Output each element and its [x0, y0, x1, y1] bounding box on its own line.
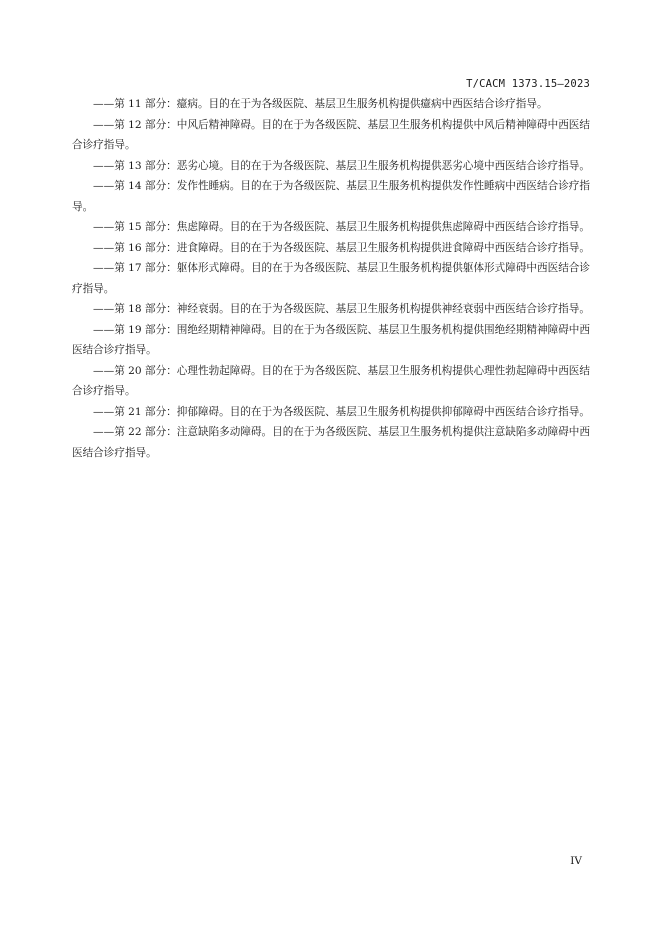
standard-code-header: T/CACM 1373.15—2023: [466, 78, 590, 90]
part-item-12: ——第 12 部分：中风后精神障碍。目的在于为各级医院、基层卫生服务机构提供中风后精神障碍中西医结合诊疗指导。: [72, 118, 590, 151]
part-item-15: ——第 15 部分：焦虑障碍。目的在于为各级医院、基层卫生服务机构提供焦虑障碍中西医结合诊疗指导。: [93, 221, 590, 233]
part-item-17: ——第 17 部分：躯体形式障碍。目的在于为各级医院、基层卫生服务机构提供躯体形式障碍中西医结合诊疗指导。: [72, 262, 590, 295]
part-item-18: ——第 18 部分：神经衰弱。目的在于为各级医院、基层卫生服务机构提供神经衰弱中西医结合诊疗指导。: [93, 303, 590, 315]
part-item-21: ——第 21 部分：抑郁障碍。目的在于为各级医院、基层卫生服务机构提供抑郁障碍中西医结合诊疗指导。: [93, 405, 590, 418]
part-item-14: ——第 14 部分：发作性睡病。目的在于为各级医院、基层卫生服务机构提供发作性睡病中西医结合诊疗指导。: [72, 180, 590, 213]
part-item-13: ——第 13 部分：恶劣心境。目的在于为各级医院、基层卫生服务机构提供恶劣心境中西医结合诊疗指导。: [93, 159, 590, 172]
part-item-11: ——第 11 部分：癔病。目的在于为各级医院、基层卫生服务机构提供癔病中西医结合诊疗指导。: [93, 98, 548, 110]
page-number: IV: [570, 855, 582, 867]
part-item-19: ——第 19 部分：围绝经期精神障碍。目的在于为各级医院、基层卫生服务机构提供围绝经期精神障碍中西医结合诊疗指导。: [72, 323, 590, 356]
part-item-22: ——第 22 部分：注意缺陷多动障碍。目的在于为各级医院、基层卫生服务机构提供注意缺陷多动障碍中西医结合诊疗指导。: [72, 426, 590, 459]
part-item-20: ——第 20 部分：心理性勃起障碍。目的在于为各级医院、基层卫生服务机构提供心理性勃起障碍中西医结合诊疗指导。: [72, 364, 590, 397]
part-item-16: ——第 16 部分：进食障碍。目的在于为各级医院、基层卫生服务机构提供进食障碍中西医结合诊疗指导。: [93, 241, 590, 254]
parts-list: [72, 94, 590, 463]
